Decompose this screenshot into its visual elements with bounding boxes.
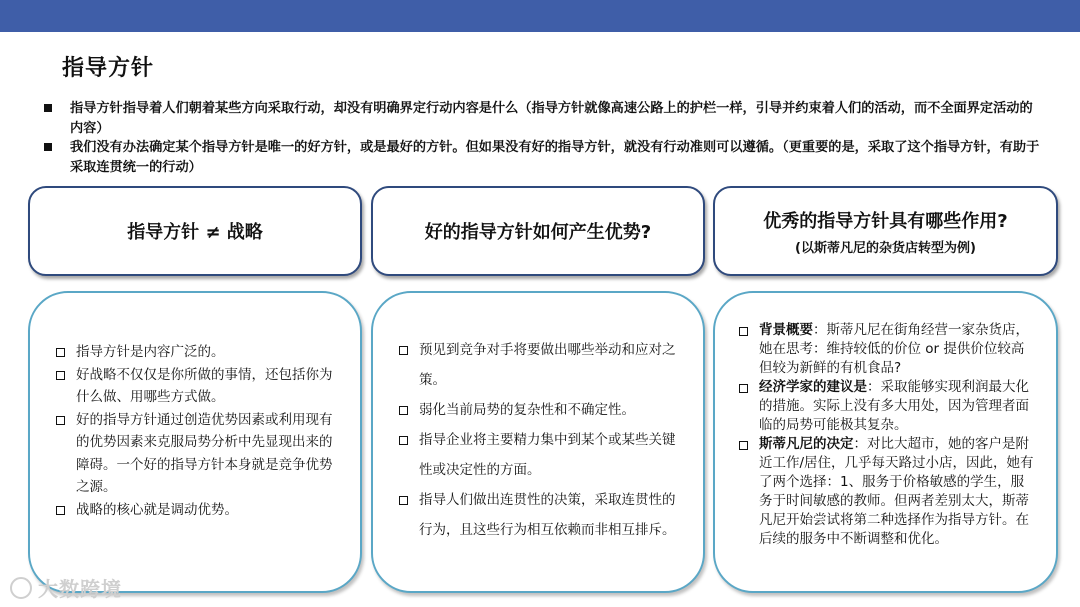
- content-box-strategy: [28, 291, 362, 593]
- list-item-label: 背景概要: [759, 322, 813, 338]
- list-item-text: 战略的核心就是调动优势。: [76, 501, 238, 518]
- list-item: [397, 395, 687, 425]
- checkbox-bullet-icon: [739, 327, 748, 336]
- checkbox-bullet-icon: [56, 371, 65, 380]
- watermark-text: 大数跨境: [38, 577, 122, 601]
- list-item-text: 指导方针是内容广泛的。: [76, 344, 225, 360]
- header-title: 指导方针 ≠ 战略: [127, 222, 263, 243]
- checkbox-bullet-icon: [399, 436, 408, 445]
- content-box-role: [713, 291, 1058, 593]
- checkbox-bullet-icon: [56, 416, 65, 425]
- list-item: [397, 335, 687, 395]
- checkbox-bullet-icon: [399, 496, 408, 505]
- intro-bullet: [44, 99, 1044, 138]
- intro-text: 我们没有办法确定某个指导方针是唯一的好方针，或是最好的方针。但如果没有好的指导方针，就没有行动准则可以遵循。（更重要的是，采取了这个指导方针，有助于采取连贯统一的行动）: [70, 140, 1040, 175]
- list-item: [397, 485, 687, 545]
- header-box-strategy: [28, 186, 362, 276]
- list-item-label: 经济学家的建议是: [759, 379, 867, 395]
- header-box-advantage: [371, 186, 705, 276]
- list-item-text: ：斯蒂凡尼在街角经营一家杂货店，她在思考：维持较低的价位 or 提供价位较高但较为新鲜的有机食品?: [759, 322, 1029, 376]
- header-subtitle: (以斯蒂凡尼的杂货店转型为例): [795, 240, 976, 256]
- list-item-text: 指导人们做出连贯性的决策，采取连贯性的行为，且这些行为相互依赖而非相互排斥。: [419, 492, 676, 538]
- list-item-text: 好战略不仅仅是你所做的事情，还包括你为什么做、用哪些方式做。: [76, 366, 333, 405]
- intro-bullets: [44, 99, 1044, 177]
- checkbox-bullet-icon: [56, 506, 65, 515]
- checkbox-bullet-icon: [739, 441, 748, 450]
- list-item-label: 斯蒂凡尼的决定: [759, 436, 854, 452]
- intro-bullet: [44, 138, 1044, 177]
- list-item-text: 弱化当前局势的复杂性和不确定性。: [419, 402, 635, 418]
- square-bullet-icon: [44, 143, 52, 151]
- list-item-text: 指导企业将主要精力集中到某个或某些关键性或决定性的方面。: [419, 432, 676, 478]
- list-item: [737, 321, 1037, 378]
- watermark-logo-icon: [10, 577, 32, 599]
- header-title: 好的指导方针如何产生优势?: [424, 222, 652, 243]
- list-item-text: 好的指导方针通过创造优势因素或利用现有的优势因素来克服局势分析中先显现出来的障碍。一个好的指导方针本身就是竞争优势之源。: [76, 411, 333, 495]
- header-title: 优秀的指导方针具有哪些作用?: [763, 210, 1008, 232]
- content-box-advantage: [371, 291, 705, 593]
- square-bullet-icon: [44, 104, 52, 112]
- list-item: [737, 378, 1037, 435]
- checkbox-bullet-icon: [56, 348, 65, 357]
- intro-text: 指导方针指导着人们朝着某些方向采取行动，却没有明确界定行动内容是什么（指导方针就像高速公路上的护栏一样，引导并约束着人们的活动，而不全面界定活动的内容）: [70, 101, 1033, 136]
- checkbox-bullet-icon: [739, 384, 748, 393]
- list-item: [54, 364, 344, 409]
- top-banner: [0, 0, 1080, 32]
- page-title: 指导方针: [62, 56, 155, 81]
- watermark: [10, 573, 122, 602]
- list-item: [54, 499, 344, 522]
- list-item-text: ：对比大超市，她的客户是附近工作/居住，几乎每天路过小店，因此，她有了两个选择：1、服务于价格敏感的学生，服务于时间敏感的教师。但两者差别太大，斯蒂凡尼开始尝试将第二种选择作为指导方针。在后续的服务中不断调整和优化。: [759, 436, 1034, 547]
- list-item: [54, 409, 344, 499]
- checkbox-bullet-icon: [399, 346, 408, 355]
- list-item: [54, 341, 344, 364]
- list-item-text: 预见到竞争对手将要做出哪些举动和应对之策。: [419, 342, 676, 388]
- list-item: [737, 435, 1037, 549]
- checkbox-bullet-icon: [399, 406, 408, 415]
- list-item: [397, 425, 687, 485]
- list-item-text: ：采取能够实现利润最大化的措施。实际上没有多大用处，因为管理者面临的局势可能极其复杂。: [759, 379, 1029, 433]
- header-box-role: [713, 186, 1058, 276]
